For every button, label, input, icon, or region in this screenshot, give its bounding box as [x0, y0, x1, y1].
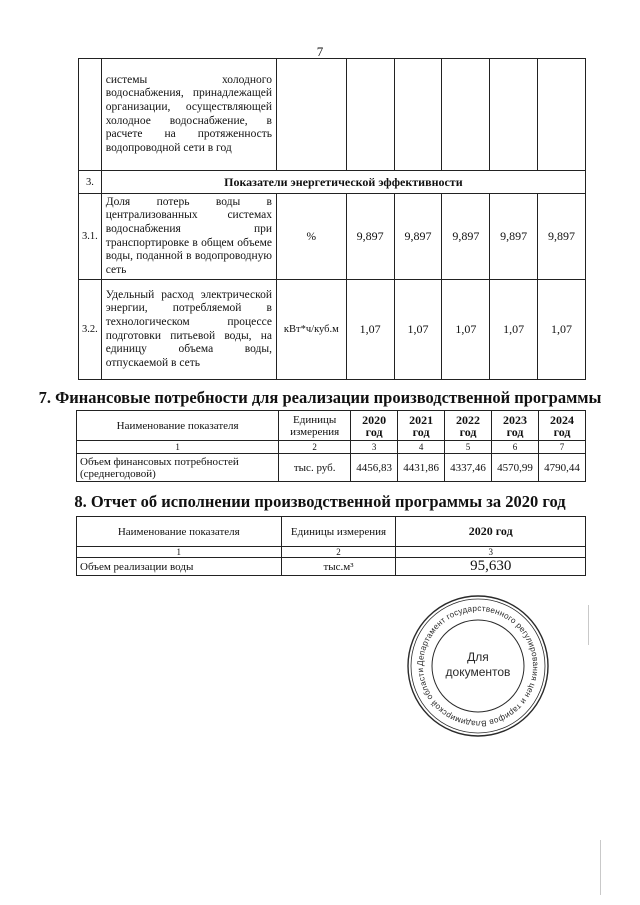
column-header: 2021 год	[398, 411, 445, 441]
value-cell: 9,897	[394, 194, 442, 280]
column-header: Наименование показателя	[77, 411, 279, 441]
indicator-name: Объем финансовых потребностей (среднегодовой)	[77, 454, 279, 482]
value-cell: 9,897	[538, 194, 586, 280]
value-cell: 4456,83	[351, 454, 398, 482]
value-cell: 4431,86	[398, 454, 445, 482]
column-header: 2024 год	[539, 411, 586, 441]
stamp-seal-icon	[404, 592, 552, 740]
value-cell: 95,630	[396, 558, 586, 576]
indicator-description: Удельный расход электрической энергии, потребляемой в технологическом процессе подготовки питьевой воды, на единицу объема воды, отпускаемой в сеть	[101, 280, 276, 380]
scan-artifact	[600, 840, 601, 895]
unit-cell: %	[277, 194, 347, 280]
column-header: Единицы измерения	[281, 517, 396, 547]
scan-artifact	[588, 605, 589, 645]
table-row	[79, 59, 586, 171]
column-header: Единицы измерения	[279, 411, 351, 441]
indicator-name: Объем реализации воды	[77, 558, 282, 576]
value-cell: 1,07	[442, 280, 490, 380]
value-cell: 4337,46	[445, 454, 492, 482]
value-cell: 9,897	[490, 194, 538, 280]
unit-cell: тыс. руб.	[279, 454, 351, 482]
execution-report-table	[76, 516, 586, 576]
value-cell: 9,897	[346, 194, 394, 280]
indicators-table	[78, 58, 586, 380]
value-cell: 1,07	[346, 280, 394, 380]
column-header: 2023 год	[492, 411, 539, 441]
stamp-center-line-2: документов	[445, 665, 511, 679]
column-header: 2020 год	[396, 517, 586, 547]
value-cell: 1,07	[490, 280, 538, 380]
stamp-ring-text: Департамент государственного регулирования цен и тарифов Владимирской области	[415, 603, 541, 729]
column-header: 2022 год	[445, 411, 492, 441]
row-number: 3.2.	[79, 280, 102, 380]
section-title: Показатели энергетической эффективности	[101, 171, 585, 194]
official-stamp	[404, 592, 552, 740]
indicator-description: системы холодного водоснабжения, принадлежащей организации, осуществляющей холодное водоснабжение, в расчете на протяженность водопроводной сети в год	[101, 59, 276, 171]
column-header: Наименование показателя	[77, 517, 282, 547]
table-header-row	[77, 411, 586, 441]
stamp-center-line-1: Для	[467, 650, 489, 664]
unit-cell: кВт*ч/куб.м	[277, 280, 347, 380]
section-number: 3.	[79, 171, 102, 194]
page-number: 7	[316, 44, 324, 59]
value-cell: 1,07	[538, 280, 586, 380]
section-7-heading: 7. Финансовые потребности для реализации производственной программы	[38, 388, 602, 407]
section-row	[79, 171, 586, 194]
value-cell: 4570,99	[492, 454, 539, 482]
index-row: 1 2 3	[77, 547, 586, 558]
table-row	[79, 280, 586, 380]
value-cell: 4790,44	[539, 454, 586, 482]
indicator-description: Доля потерь воды в централизованных системах водоснабжения при транспортировке в общем объеме воды, поданной в водопроводную сеть	[101, 194, 276, 280]
table-row	[77, 454, 586, 482]
financial-needs-table	[76, 410, 586, 482]
row-number: 3.1.	[79, 194, 102, 280]
section-8-heading: 8. Отчет об исполнении производственной программы за 2020 год	[74, 492, 566, 511]
value-cell: 1,07	[394, 280, 442, 380]
table-row	[77, 558, 586, 576]
table-header-row	[77, 517, 586, 547]
table-row	[79, 194, 586, 280]
index-row: 1 2 3 4 5 6 7	[77, 441, 586, 454]
value-cell: 9,897	[442, 194, 490, 280]
unit-cell: тыс.м³	[281, 558, 396, 576]
column-header: 2020 год	[351, 411, 398, 441]
